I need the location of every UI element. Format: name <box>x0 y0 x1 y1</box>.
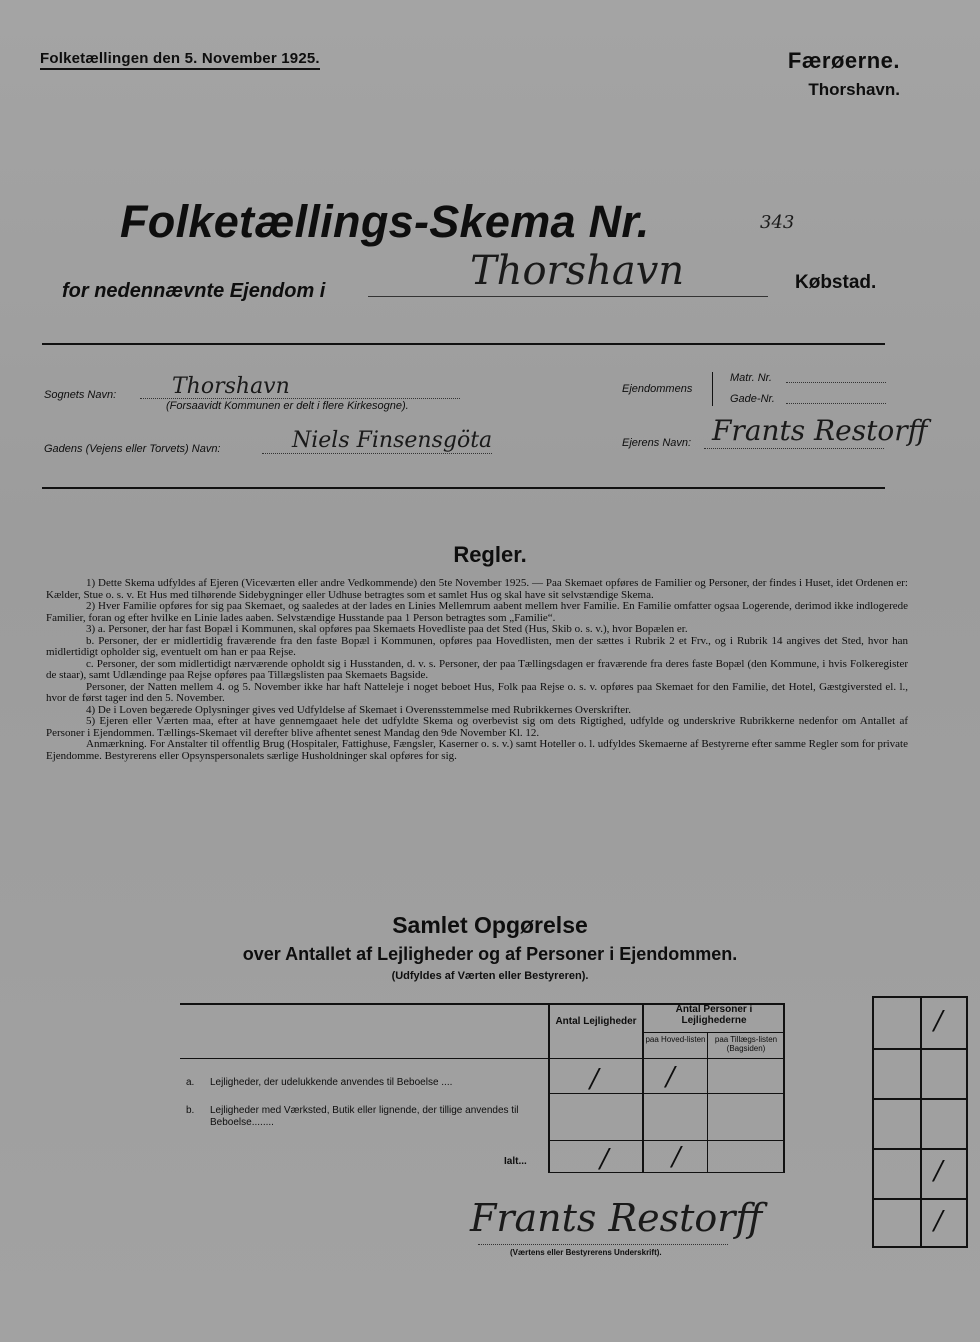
rule-paragraph: 1) Dette Skema udfyldes af Ejeren (Viceværten eller andre Vedkommende) den 5te November 1925. — Paa Skemaet opføres de Familier og Personer, der findes i Huset, idet Ordenen er: Kælder, Stue o. s. v. Et Hus med tilhørende Sidebygninger eller Udhuse betragtes som et samlet Hus og skal have sit selvstændige Skema. <box>46 577 908 601</box>
margin-grid-row-line <box>874 1048 966 1050</box>
sogn-label: Sognets Navn: <box>44 389 117 401</box>
rule-paragraph: 4) De i Loven begærede Oplysninger gives ved Udfyldelse af Skemaet i Overensstemmelse med Rubrikkernes Overskrifter. <box>86 703 631 716</box>
census-date-header: Folketællingen den 5. November 1925. <box>40 50 320 70</box>
row-a-letter: a. <box>186 1077 195 1088</box>
ejendom-brace <box>712 372 716 406</box>
margin-grid <box>872 996 968 1248</box>
signature-handwritten: Frants Restorff <box>470 1196 763 1240</box>
rule-paragraph: 5) Ejeren eller Værten maa, efter at have gennemgaaet hele det udfyldte Skema og overbevist sig om dets Rigtighed, udfylde og underskrive Rubrikkerne nedenfor om Antallet af Personer i Ejendommen. Tællings-Skemaet vil derefter blive afhentet senest Mandag den 9de November Kl. 12. <box>46 715 908 739</box>
row-b-letter: b. <box>186 1105 195 1116</box>
margin-grid-row-line <box>874 1198 966 1200</box>
ialt-lejligheder-value: / <box>600 1144 609 1174</box>
rule-paragraph: Anmærkning. For Anstalter til offentlig Brug (Hospitaler, Fattighuse, Fængsler, Kaserner o. s. v.) samt Hoteller o. l. udfyldes Skemaerne af Bestyrerne efter samme Regler som for private Ejendomme. Bestyrerens eller Opsynspersonalets særlige Husholdninger skal opføres for sig. <box>46 738 908 762</box>
row-a-hoved-value: / <box>666 1062 675 1092</box>
table-col-line <box>707 1033 708 1173</box>
ialt-hoved-value: / <box>672 1142 681 1172</box>
ejendom-label: Ejendommens <box>622 383 693 395</box>
rule-paragraph: c. Personer, der som midlertidigt nærværende opholdt sig i Husstanden, d. v. s. Personer, der paa Tællingsdagen er fraværende fra deres faste Bopæl (den Kommune, i hvis Folkeregister de staar), samt Udlændinge paa Rejse opføres paa Tillægslisten paa Skemaets Bagside. <box>46 657 908 681</box>
ejer-line <box>704 448 884 449</box>
city-underline <box>368 296 768 297</box>
rule-paragraph: 2) Hver Familie opføres for sig paa Skemaet, og saaledes at der lades en Linies Mellemrum aabent mellem hver Familie. En Familie omfatter ogsaa Logerende, derimod ikke indlogerede Familier, foran og efter hvilke en Linie lades aaben. Selvstændige Husstande paa 1 Person betragtes som „Familie“. <box>46 600 908 624</box>
matr-label: Matr. Nr. <box>730 372 772 384</box>
form-number-handwritten: 343 <box>760 212 795 233</box>
table-col-line <box>783 1003 785 1173</box>
ejer-label: Ejerens Navn: <box>622 437 692 449</box>
row-a-label: Lejligheder, der udelukkende anvendes til Beboelse .... <box>210 1077 453 1088</box>
table-col-line <box>548 1003 550 1173</box>
table-row-line <box>548 1093 784 1094</box>
row-ialt-label: Ialt... <box>504 1156 527 1167</box>
margin-grid-mark: / <box>934 1006 943 1036</box>
rules-text <box>46 578 908 762</box>
table-bottom-line <box>548 1172 784 1173</box>
margin-grid-divider <box>920 998 922 1246</box>
row-a-lejligheder-value: / <box>590 1064 599 1094</box>
property-location-label: for nedennævnte Ejendom i <box>62 280 326 302</box>
kobstad-label: Købstad. <box>795 272 877 293</box>
divider-bottom <box>42 487 885 489</box>
margin-grid-mark: / <box>934 1206 943 1236</box>
table-header-bottom <box>180 1058 785 1059</box>
matr-line <box>786 382 886 383</box>
sogn-note: (Forsaavidt Kommunen er delt i flere Kirkesogne). <box>166 400 409 412</box>
rules-title: Regler. <box>453 542 527 567</box>
margin-grid-row-line <box>874 1148 966 1150</box>
gade-line <box>262 453 492 454</box>
gade-label: Gadens (Vejens eller Torvets) Navn: <box>44 443 221 455</box>
margin-grid-mark: / <box>934 1156 943 1186</box>
col-tillaeg-header: paa Tillægs-listen (Bagsiden) <box>714 1035 778 1053</box>
gade-value: Niels Finsensgöta <box>292 428 493 453</box>
col-lejligheder-header: Antal Lejligheder <box>555 1016 637 1027</box>
margin-grid-row-line <box>874 1098 966 1100</box>
signature-line <box>478 1244 728 1245</box>
rule-paragraph: b. Personer, der er midlertidig fraværende fra den faste Bopæl i Kommunen, opføres paa Hovedlisten, men der sættes i Rubrik 2 et Frv., og i Rubrik 14 angives det Sted, hvor han midlertidigt opholder sig, eventuelt om han er paa Rejse. <box>46 634 908 658</box>
divider-top <box>42 343 885 345</box>
summary-note: (Udfyldes af Værten eller Bestyreren). <box>391 970 589 982</box>
gade-nr-line <box>786 403 886 404</box>
form-title: Folketællings-Skema Nr. <box>120 196 650 247</box>
summary-title: Samlet Opgørelse <box>392 912 588 938</box>
gade-nr-label: Gade-Nr. <box>730 393 775 405</box>
table-col-line <box>642 1003 644 1173</box>
town-header: Thorshavn. <box>808 80 900 99</box>
col-hoved-header: paa Hoved-listen <box>645 1035 706 1044</box>
rule-paragraph: Personer, der Natten mellem 4. og 5. November ikke har haft Natteleje i noget beboet Hus, Folk paa Rejse o. s. v. opføres paa Skemaet for den Familie, det Hotel, Gæstgiversted el. l., hvor de først tager ind den 5. November. <box>46 680 908 704</box>
ejer-value: Frants Restorff <box>712 414 928 447</box>
signature-label: (Værtens eller Bestyrerens Underskrift). <box>510 1248 662 1257</box>
summary-subtitle: over Antallet af Lejligheder og af Personer i Ejendommen. <box>242 944 738 964</box>
table-subheader-line <box>644 1032 784 1033</box>
sogn-value: Thorshavn <box>172 374 290 399</box>
rule-paragraph: 3) a. Personer, der har fast Bopæl i Kommunen, skal opføres paa Skemaets Hovedliste paa det Sted (Hus, Skib o. s. v.), hvor Bopælen er. <box>86 623 688 635</box>
row-b-label: Lejligheder med Værksted, Butik eller lignende, der tillige anvendes til Beboelse........ <box>210 1105 519 1128</box>
col-personer-header: Antal Personer i Lejlighederne <box>675 1004 753 1026</box>
region-header: Færøerne. <box>787 48 900 73</box>
table-row-line <box>548 1140 784 1141</box>
city-handwritten: Thorshavn <box>470 248 685 294</box>
